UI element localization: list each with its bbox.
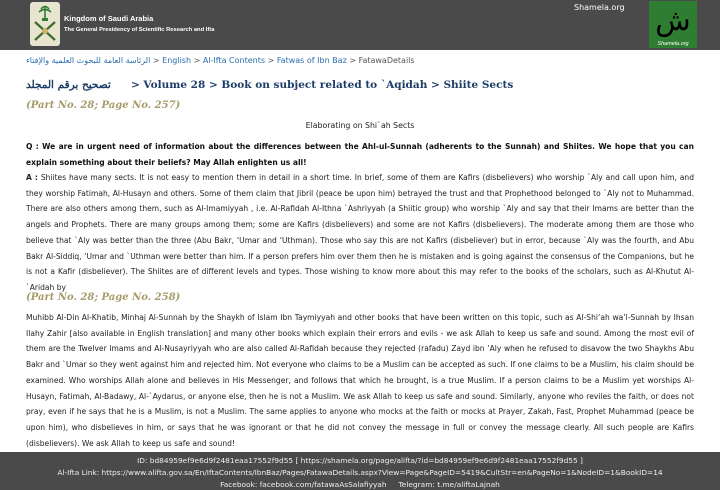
correct-by-volume-link[interactable]: تصحيح برقم المجلد <box>26 79 111 91</box>
answer-text <box>26 170 694 296</box>
footer-facebook-link[interactable]: Facebook: facebook.com/fatawaAsSalafiyyah <box>220 480 387 489</box>
page-reference-257: (Part No. 28; Page No. 257) <box>26 100 181 111</box>
breadcrumb-separator: > <box>193 56 201 65</box>
breadcrumb-fatwas-ibn-baz-link[interactable]: Fatwas of Ibn Baz <box>276 56 347 65</box>
organization-name <box>64 13 214 35</box>
shamela-logo[interactable] <box>649 1 697 48</box>
shamela-logo-glyph: ش <box>655 3 691 37</box>
org-line-2: The General Presidency of Scientific Research and Ifta <box>64 27 215 33</box>
breadcrumb-ifta-contents-link[interactable]: Al-Ifta Contents <box>202 56 266 65</box>
breadcrumb-presidency-link[interactable]: الرئاسة العامة للبحوث العلمية والإفتاء <box>26 56 151 65</box>
site-header <box>0 0 720 50</box>
breadcrumb <box>26 56 415 65</box>
path-book-link[interactable]: Book on subject related to `Aqidah <box>221 79 428 91</box>
path-separator: > <box>130 79 140 91</box>
shamela-logo-caption: Shamela.org <box>657 41 689 47</box>
book-path <box>26 73 513 92</box>
breadcrumb-separator: > <box>267 56 275 65</box>
answer-lead: A : <box>26 173 38 182</box>
breadcrumb-separator: > <box>349 56 357 65</box>
fatwa-title: Elaborating on Shi`ah Sects <box>305 121 415 130</box>
question-text: Q : We are in urgent need of information about the differences between the Ahl-ul-Sunnah (adherents to the Sunnah) and Shiites. We hope that you can explain something about their beliefs? May Allah enlighten us all! <box>26 142 694 167</box>
continuation-text: Muhibb Al-Din Al-Khatib, Minhaj Al-Sunnah by the Shaykh of Islam Ibn Taymiyyah and other books that have been written on this topic, such as Al-Shi‘ah wa’l-Sunnah by Ihsan Ilahy Zahir [also available in English translation] and many other books which explain their errors and evils - we ask Allah to keep us safe and sound. Among the most evil of them are the Twelver Imams and Al-Nusayriyyah who are also called Al-Rafidah because they rejected (rafadu) Zayd ibn ‘Aly when he refused to disavow the two Shaykhs Abu Bakr and `Umar so they went against him and rejected him. Not everyone who claims to be a Muslim can be accepted as such. If one claims to be a Muslim, his claim should be examined. Who worships Allah alone and believes in His Messenger, and follows that which he brought, is a true Muslim. If a person claims to be a Muslim yet worships Al-Husayn, Fatimah, Al-Badawy, Al-`Aydarus, or anyone else, then he is not a Muslim. We ask Allah to keep us safe and sound. Similarly, anyone who reviles the faith, or does not pray, even if he says that he is a Muslim, is not a Muslim. The same applies to anyone who mocks at the faith or mocks at Prayer, Zakah, Fast, Prophet Muhammad (peace be upon him), who disbelieves in him, or says that he was ignorant or that he did not convey the message in full or convey the message clearly. All such people are Kafirs (disbelievers). We ask Allah to keep us safe and sound! <box>26 313 694 448</box>
site-footer <box>0 452 720 490</box>
path-topic-link[interactable]: Shiite Sects <box>443 79 514 91</box>
saudi-emblem-icon <box>30 2 60 46</box>
org-line-1: Kingdom of Saudi Arabia <box>64 14 154 23</box>
shamela-site-link[interactable]: Shamela.org <box>574 3 625 12</box>
footer-alifta-link[interactable]: Al-Ifta Link: https://www.alifta.gov.sa/En/IftaContents/IbnBaz/Pages/FatawaDetails.aspx?View=Page&PageID=5419&CultStr=en&PageNo=1&NodeID=1&BookID=14 <box>57 468 663 477</box>
path-separator: > <box>431 79 440 91</box>
breadcrumb-separator: > <box>152 56 160 65</box>
path-separator: > <box>208 79 218 91</box>
path-volume-link[interactable]: Volume 28 <box>143 79 206 91</box>
answer-body: Shiites have many sects. It is not easy to mention them in detail in a short time. In brief, some of them are Kafirs (disbelievers) who worship `Aly and call upon him, and they worship Fatimah, Al-Husayn and others. Some of them claim that Jibril (peace be upon him) betrayed the trust and that Prophethood belonged to `Aly not to Muhammad. There are also others among them, such as Al-Imamiyyah , i.e. Al-Rafidah Al-Ithna `Ashriyyah (a Shiitic group) who worship `Aly and say that their Imams are better than the angels and Prophets. There are many groups among them; some are Kafirs (disbelievers) and some are not Kafirs (disbelievers). The moderate among them are those who believe that `Aly was better than the three (Abu Bakr, ‘Umar and ‘Uthman). Those who say this are not Kafirs (disbeliever) but in error, because `Aly was the fourth, and Abu Bakr Al-Siddiq, ‘Umar and `Uthman were better than him. If a person prefers him over them then he is mistaken and is going against the consensus of the Companions, but he is not a Kafir (disbeliever). The Shiites are of different levels and types. Those wishing to know more about this may refer to the books of the scholars, such as Al-Khutut Al-`Aridah by <box>26 173 694 292</box>
page-reference-258: (Part No. 28; Page No. 258) <box>26 292 181 303</box>
footer-telegram-link[interactable]: Telegram: t.me/aliftaLajnah <box>398 480 500 489</box>
footer-id-line: ID: bd84959ef9e6d9f2481eaa17552f9d55 [ https://shamela.org/page/alifta/?id=bd84959ef9e6d9f2481eaa17552f9d55 ] <box>137 456 583 465</box>
breadcrumb-current: FatawaDetails <box>358 56 415 65</box>
breadcrumb-english-link[interactable]: English <box>162 56 192 65</box>
